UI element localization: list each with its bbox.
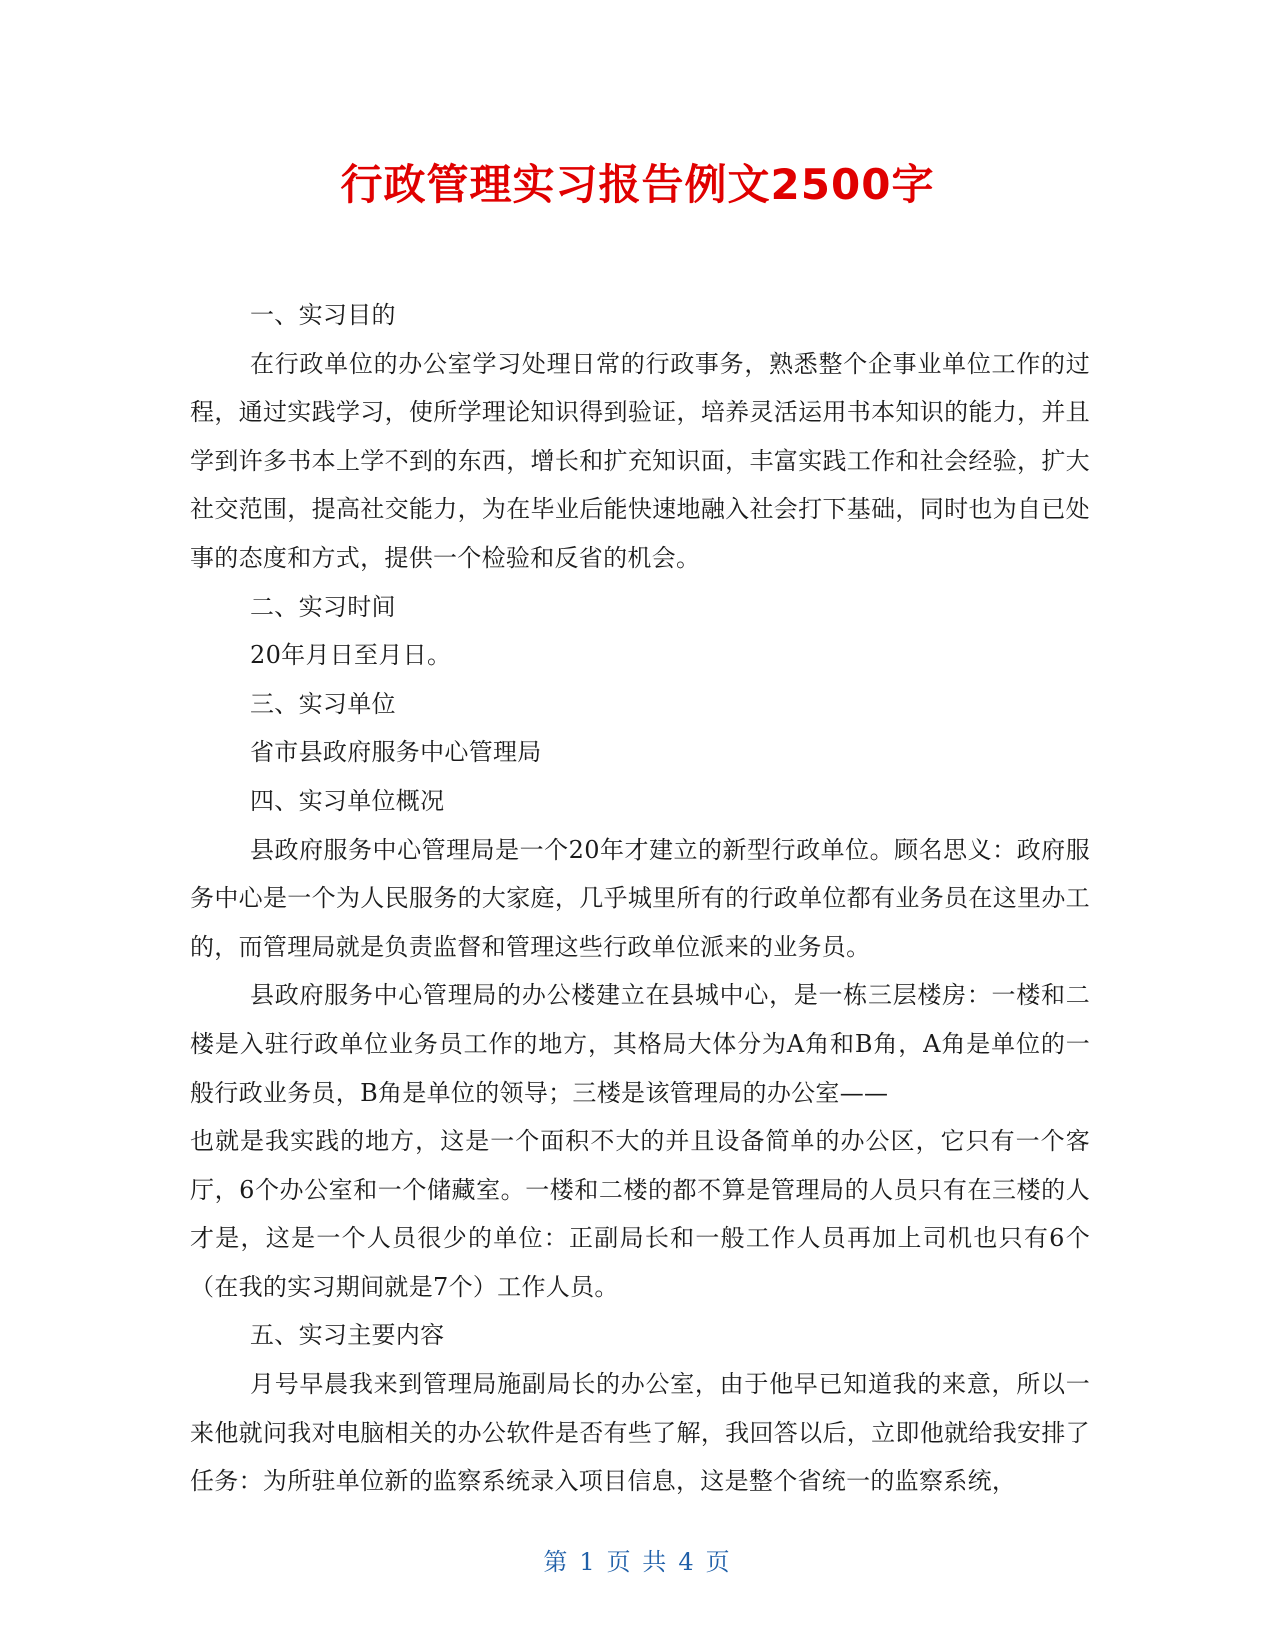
footer-total-pages: 4 — [678, 1548, 696, 1576]
paragraph: 三、实习单位 — [250, 689, 396, 718]
paragraph: 五、实习主要内容 — [250, 1321, 445, 1350]
paragraph: 县政府服务中心管理局是一个20年才建立的新型行政单位。顾名思义：政府服务中心是一个为人民服务的大家庭，几乎城里所有的行政单位都有业务员在这里办工的，而管理局就是负责监督和管理这些行政单位派来的业务员。 — [190, 835, 1090, 961]
paragraph: 省市县政府服务中心管理局 — [250, 738, 542, 767]
paragraph: 一、实习目的 — [250, 301, 396, 329]
page-footer — [0, 1547, 1275, 1577]
paragraph: 四、实习单位概况 — [250, 786, 445, 815]
footer-prefix: 第 — [543, 1548, 570, 1576]
document-body — [190, 291, 1090, 1506]
footer-page-number: 1 — [579, 1548, 597, 1576]
paragraph: 二、实习时间 — [250, 592, 396, 621]
paragraph: 月号早晨我来到管理局施副局长的办公室，由于他早已知道我的来意，所以一来他就问我对电脑相关的办公软件是否有些了解，我回答以后，立即他就给我安排了任务：为所驻单位新的监察系统录入项目信息，这是整个省统一的监察系统， — [190, 1370, 1090, 1496]
document-title: 行政管理实习报告例文2500字 — [340, 160, 935, 209]
footer-suffix: 页 — [705, 1548, 732, 1576]
paragraph: 也就是我实践的地方，这是一个面积不大的并且设备简单的办公区，它只有一个客厅，6个办公室和一个储藏室。一楼和二楼的都不算是管理局的人员只有在三楼的人才是，这是一个人员很少的单位：正副局长和一般工作人员再加上司机也只有6个（在我的实习期间就是7个）工作人员。 — [190, 1127, 1090, 1301]
paragraph: 在行政单位的办公室学习处理日常的行政事务，熟悉整个企事业单位工作的过程，通过实践学习，使所学理论知识得到验证，培养灵活运用书本知识的能力，并且学到许多书本上学不到的东西，增长和扩充知识面，丰富实践工作和社会经验，扩大社交范围，提高社交能力，为在毕业后能快速地融入社会打下基础，同时也为自已处事的态度和方式，提供一个检验和反省的机会。 — [190, 349, 1090, 572]
footer-mid: 页 共 — [606, 1548, 669, 1576]
paragraph: 县政府服务中心管理局的办公楼建立在县城中心，是一栋三层楼房：一楼和二楼是入驻行政单位业务员工作的地方，其格局大体分为A角和B角，A角是单位的一般行政业务员，B角是单位的领导；三楼是该管理局的办公室—— — [190, 981, 1090, 1107]
paragraph: 20年月日至月日。 — [250, 641, 452, 670]
